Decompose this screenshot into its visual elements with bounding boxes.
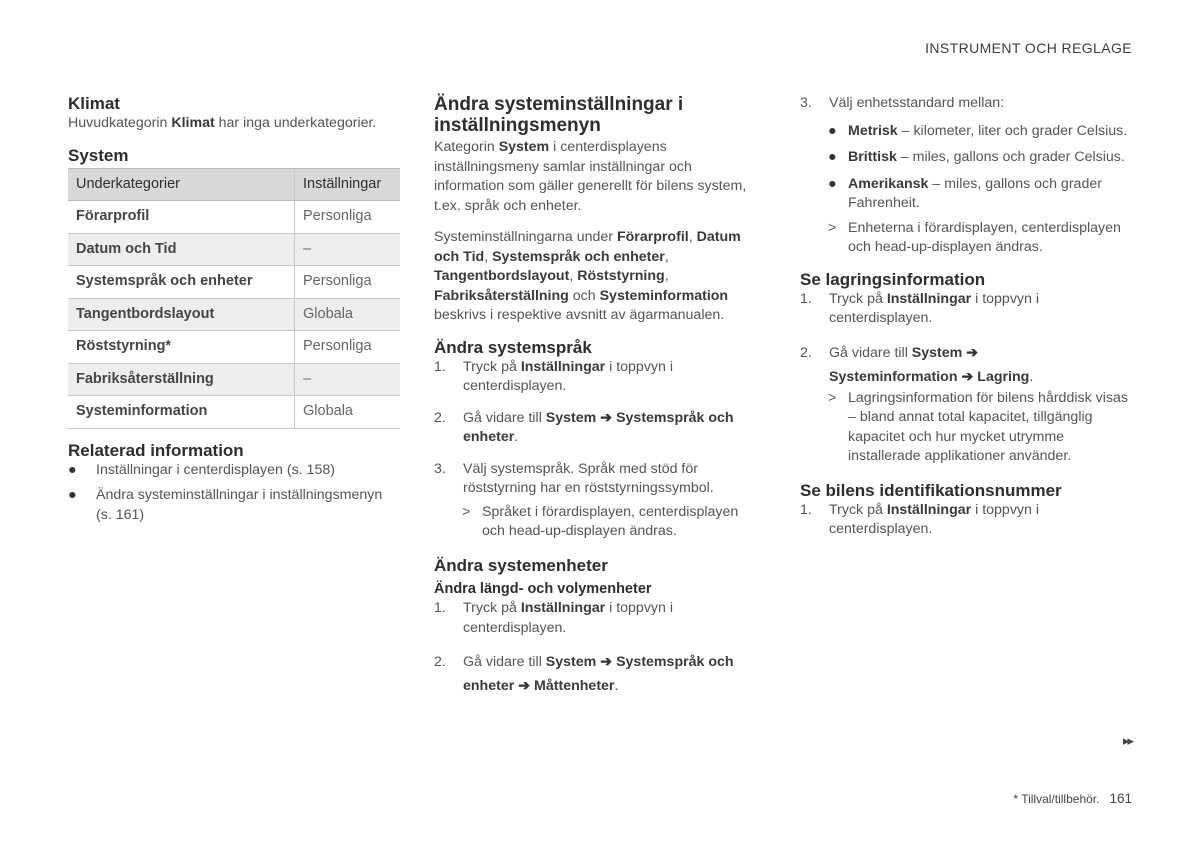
table-cell: Tangentbordslayout — [68, 298, 295, 331]
table-cell: Röststyrning* — [68, 331, 295, 364]
page-title: Ändra systeminställningar i inställningsmenyn — [434, 94, 684, 136]
page-footer — [1013, 791, 1132, 806]
related-info-heading: Relaterad information — [68, 440, 244, 460]
klimat-heading: Klimat — [68, 94, 120, 113]
table-cell: Personliga — [295, 201, 401, 234]
result-arrow-icon: > — [828, 219, 837, 236]
bullet-icon: ● — [828, 175, 837, 192]
column-right — [800, 94, 1132, 540]
step-result: > Enheterna i förardisplayen, centerdisplayen och head-up-displayen ändras. — [828, 219, 1121, 255]
step-item: 1. Tryck på Inställningar i toppvyn i centerdisplayen. — [434, 600, 673, 636]
step-item: 1. Tryck på Inställningar i toppvyn i centerdisplayen. — [800, 501, 1039, 537]
overview-paragraph: Systeminställningarna under Förarprofil, Datum och Tid, Systemspråk och enheter, Tangentbordslayout, Röststyrning, Fabriksåterställning och Systeminformation beskrivs i respektive avsnitt av ägarmanualen. — [434, 229, 741, 323]
unit-option: ● Amerikansk – miles, gallons och grader Fahrenheit. — [828, 175, 1102, 211]
change-length-volume-subheading: Ändra längd- och volymenheter — [434, 580, 652, 597]
result-arrow-icon: > — [462, 503, 471, 520]
unit-option: ● Brittisk – miles, gallons och grader Celsius. — [800, 148, 1132, 168]
change-units-heading: Ändra systemenheter — [434, 555, 608, 575]
table-cell: Globala — [295, 298, 401, 331]
arrow-right-icon: ➔ — [518, 678, 531, 694]
step-result: > Språket i förardisplayen, centerdisplayen och head-up-displayen ändras. — [462, 503, 739, 539]
table-row — [68, 201, 400, 234]
result-arrow-icon: > — [828, 389, 837, 406]
arrow-right-icon: ➔ — [600, 654, 613, 670]
column-header: Underkategorier — [68, 168, 295, 201]
storage-info-heading: Se lagringsinformation — [800, 269, 986, 289]
arrow-right-icon: ➔ — [961, 368, 974, 385]
bullet-icon: ● — [68, 461, 77, 478]
change-language-heading: Ändra systemspråk — [434, 337, 592, 357]
column-middle — [434, 94, 764, 698]
step-item: 3. Välj enhetsstandard mellan: — [800, 95, 1005, 111]
table-cell: – — [295, 233, 401, 266]
step-item: 1. Tryck på Inställningar i toppvyn i centerdisplayen. — [434, 358, 673, 394]
bullet-icon: ● — [68, 487, 77, 503]
table-header-row — [68, 168, 400, 201]
table-cell: Förarprofil — [68, 201, 295, 234]
step-result: > Lagringsinformation för bilens hårddisk visas – bland annat total kapacitet, tillgänglig kapacitet och hur mycket utrymme installerade applikationer använder. — [828, 389, 1128, 464]
step-item: 2. Gå vidare till System ➔ Systeminformation ➔ Lagring. — [800, 344, 1034, 385]
klimat-text: Huvudkategorin Klimat har inga underkategorier. — [68, 115, 377, 131]
section-header: INSTRUMENT OCH REGLAGE — [925, 40, 1132, 56]
step-item: 3. Välj systemspråk. Språk med stöd för röststyrning har en röststyrningssymbol. — [434, 460, 714, 496]
step-item: 2. Gå vidare till System ➔ Systemspråk och enheter ➔ Måttenheter. — [434, 654, 734, 694]
table-row — [68, 266, 400, 299]
system-heading: System — [68, 145, 129, 165]
system-settings-table — [68, 168, 400, 429]
step-item: 2. Gå vidare till System ➔ Systemspråk och enheter. — [434, 409, 734, 445]
table-cell: Personliga — [295, 266, 401, 299]
step-item: 1. Tryck på Inställningar i toppvyn i centerdisplayen. — [800, 290, 1039, 326]
bullet-icon: ● — [828, 149, 837, 165]
arrow-right-icon: ➔ — [600, 409, 613, 426]
column-left — [68, 94, 400, 525]
table-row — [68, 233, 400, 266]
table-row — [68, 396, 400, 429]
table-cell: – — [295, 363, 401, 396]
table-cell: Systeminformation — [68, 396, 295, 429]
footnote: * Tillval/tillbehör. — [1013, 792, 1100, 806]
table-row — [68, 298, 400, 331]
table-cell: Datum och Tid — [68, 233, 295, 266]
table-cell: Fabriksåterställning — [68, 363, 295, 396]
column-header: Inställningar — [295, 168, 401, 201]
table-cell: Personliga — [295, 331, 401, 364]
bullet-icon: ● — [828, 122, 837, 139]
page-number: 161 — [1109, 791, 1132, 806]
unit-option: ● Metrisk – kilometer, liter och grader Celsius. — [800, 122, 1132, 142]
related-link[interactable]: ● Inställningar i centerdisplayen (s. 158) — [68, 461, 400, 481]
related-link[interactable]: ● Ändra systeminställningar i inställningsmenyn (s. 161) — [68, 487, 383, 523]
table-row — [68, 363, 400, 396]
table-row — [68, 331, 400, 364]
table-cell: Systemspråk och enheter — [68, 266, 295, 299]
continue-icon: ▸▸ — [1122, 733, 1132, 748]
vin-heading: Se bilens identifikationsnummer — [800, 480, 1062, 500]
arrow-right-icon: ➔ — [966, 344, 979, 361]
table-cell: Globala — [295, 396, 401, 429]
intro-paragraph: Kategorin System i centerdisplayens inställningsmeny samlar inställningar och information som gäller generellt för bilens system, t.ex. språk och enheter. — [434, 139, 747, 214]
